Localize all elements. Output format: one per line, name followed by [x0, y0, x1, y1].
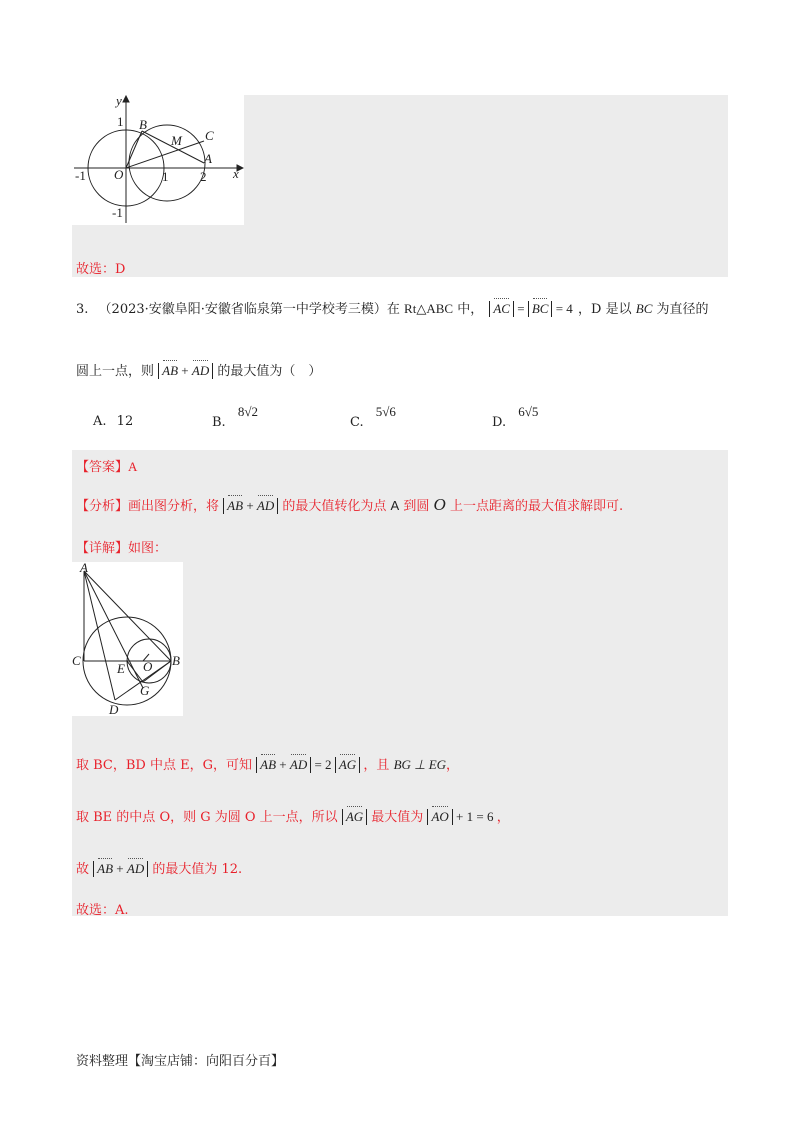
fig1-label-1-x: 1: [162, 169, 169, 184]
coordinate-circles-svg: [72, 95, 244, 225]
fig2-label-G: G: [140, 683, 150, 698]
fig2-label-B: B: [172, 653, 180, 668]
fig1-label-2-x: 2: [200, 169, 207, 184]
fig1-label-C: C: [205, 128, 214, 143]
fig1-label-y: y: [116, 93, 122, 108]
problem3-line1: [76, 298, 709, 317]
answer-tag: 【答案】: [76, 460, 129, 475]
problem3-rt: Rt△ABC: [404, 301, 454, 316]
figure-triangle-circles: [72, 562, 183, 716]
figure-coordinate-circles: [72, 95, 244, 225]
fig1-label-neg1-bottom: -1: [112, 205, 123, 220]
analysis-tag: 【分析】: [76, 499, 129, 514]
problem3-number: 3.: [76, 302, 89, 317]
step1-line: 取 BC，BD 中点 E，G，可知 AB + AD = 2 AG ，且 BG ⊥ EG，: [76, 757, 460, 773]
fig1-label-O: O: [114, 167, 124, 182]
problem3-mid: 中，: [457, 302, 484, 317]
step1-equation: AB + AD = 2 AG: [256, 757, 363, 772]
condition-equals: = 4: [555, 301, 573, 316]
problem3-line2-b: 的最大值为（ ）: [217, 364, 322, 379]
option-b-value: 8√2: [237, 404, 258, 419]
answer-line: [76, 456, 137, 475]
fig2-label-O: O: [143, 659, 153, 674]
footer-text: 资料整理【淘宝店铺：向阳百分百】: [76, 1054, 285, 1069]
fig1-label-B: B: [139, 117, 147, 132]
fig1-label-1-top: 1: [117, 114, 124, 129]
segment-AD: [84, 571, 115, 700]
final-answer-line: 故选：A.: [76, 903, 129, 918]
segment-OB: [126, 131, 142, 168]
previous-answer-line: 故选：D: [76, 262, 126, 277]
segment-AB: [84, 571, 171, 661]
step2-equation: AO + 1 = 6: [427, 809, 496, 824]
problem3-line2-a: 圆上一点，则: [76, 364, 155, 379]
problem3-after-condition: ，D 是以: [578, 302, 632, 317]
option-d-value: 6√5: [518, 404, 539, 419]
y-axis-arrow: [123, 96, 129, 102]
fig2-label-D: D: [109, 702, 119, 717]
problem3-source: （2023·安徽阜阳·安徽省临泉第一中学校考三模）在: [98, 302, 400, 317]
option-c-value: 5√6: [375, 404, 396, 419]
problem3-tail1: 为直径的: [656, 302, 709, 317]
detail-line: 【详解】如图：: [76, 541, 168, 556]
problem3-condition: AC = BC = 4: [489, 301, 576, 316]
problem3-bc: BC: [635, 301, 653, 316]
vec-bc: BC: [531, 301, 549, 316]
option-a-value: 12: [116, 414, 134, 429]
fig1-label-x: x: [233, 166, 239, 181]
option-a: A. 12: [93, 414, 134, 429]
vec-ac: AC: [493, 301, 510, 316]
step3-line: 故 AB + AD 的最大值为 12.: [76, 861, 243, 877]
fig1-label-A: A: [204, 151, 212, 166]
step2-line: 取 BE 的中点 O，则 G 为圆 O 上一点，所以 AG 最大值为 AO + 1 = 6 ，: [76, 809, 510, 825]
triangle-circles-svg: [72, 562, 183, 716]
fig2-label-E: E: [117, 661, 125, 676]
option-c: C. 5√6: [350, 404, 396, 430]
option-d: D. 6√5: [492, 404, 539, 430]
step1-perp: BG ⊥ EG: [393, 757, 447, 772]
analysis-expression: AB + AD: [223, 498, 278, 514]
fig2-label-C: C: [72, 653, 81, 668]
problem3-line2: [76, 360, 321, 379]
problem3-expression: AB + AD: [158, 363, 213, 379]
fig1-label-neg1-left: -1: [75, 168, 86, 183]
fig2-label-A: A: [80, 560, 88, 575]
segment-OC: [126, 141, 204, 168]
fig1-label-M: M: [171, 133, 182, 148]
detail-tag: 【详解】: [76, 541, 129, 556]
option-b: B. 8√2: [212, 404, 258, 430]
answer-value: A: [128, 459, 138, 474]
analysis-line: 【分析】画出图分析，将 AB + AD 的最大值转化为点 A 到圆 O 上一点距离的最大值求解即可.: [76, 495, 624, 514]
